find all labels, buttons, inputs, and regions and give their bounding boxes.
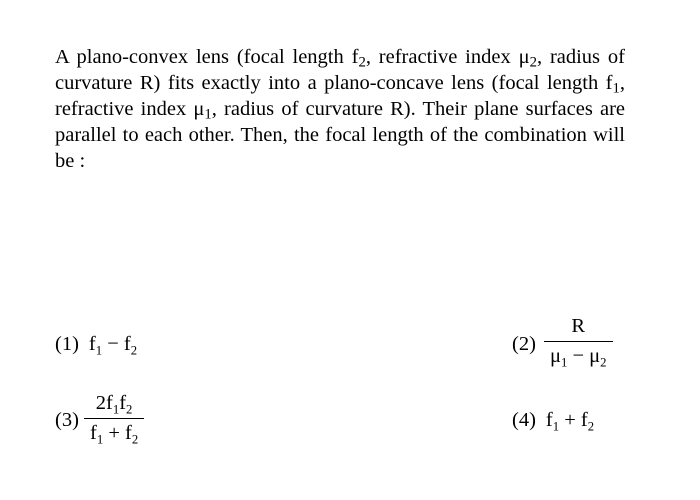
option-3-fraction	[84, 392, 144, 446]
option-4[interactable]	[512, 409, 595, 434]
option-3-number: (3)	[55, 409, 79, 431]
option-3-denominator: $f_1 + f_2$	[90, 421, 139, 446]
option-2-numerator: R	[571, 315, 586, 337]
option-1-expression: $f_1 - f_2$	[88, 333, 138, 358]
option-2-number: (2)	[512, 333, 536, 355]
option-2-denominator: $\mu_1 - \mu_2$	[550, 344, 607, 369]
option-1[interactable]	[55, 333, 138, 358]
option-4-number: (4)	[512, 409, 536, 431]
option-1-number: (1)	[55, 333, 79, 355]
option-2-fraction	[544, 315, 613, 369]
question-text: A plano-convex lens (focal length $f_2$, refractive index $\mu_2$, radius of curvature R) fits exactly into a plano-concave lens (focal length $f_1$, refractive index $\mu_1$, radius of curvature R). Their plane surfaces are parallel to each other. Then, the focal length of the combination will be :	[55, 46, 625, 172]
option-2[interactable]	[512, 334, 546, 355]
option-3-numerator: $2f_1f_2$	[95, 392, 133, 417]
option-4-expression: $f_1 + f_2$	[545, 409, 595, 434]
